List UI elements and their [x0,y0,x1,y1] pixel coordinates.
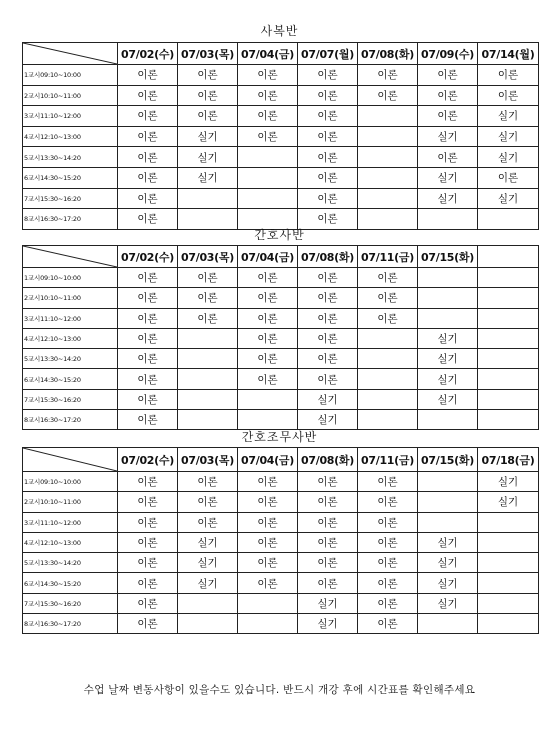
class-cell: 이론 [118,106,178,127]
class-cell: 이론 [238,472,298,492]
class-cell: 이론 [238,369,298,389]
class-cell [478,308,539,328]
class-cell: 이론 [478,65,539,86]
period-label: 7교시15:30~16:20 [23,188,118,209]
class-cell [358,349,418,369]
class-cell: 실기 [418,553,478,573]
date-header: 07/09(수) [418,43,478,65]
period-label: 5교시13:30~14:20 [23,553,118,573]
class-cell: 이론 [238,553,298,573]
table-row [23,85,539,106]
period-label: 4교시12:10~13:00 [23,126,118,147]
date-header: 07/11(금) [358,448,418,472]
class-cell: 이론 [298,85,358,106]
date-header [478,246,539,268]
corner-header-cell [23,448,118,472]
class-cell: 실기 [178,167,238,188]
class-cell: 이론 [118,593,178,613]
class-cell: 이론 [298,106,358,127]
table-row [23,126,539,147]
table-row [23,410,539,430]
class-cell [418,288,478,308]
class-cell [358,389,418,409]
period-label: 8교시16:30~17:20 [23,410,118,430]
class-cell: 이론 [238,532,298,552]
date-header: 07/03(목) [178,43,238,65]
class-cell: 이론 [178,85,238,106]
class-cell: 이론 [118,573,178,593]
class-cell [358,167,418,188]
class-cell [358,410,418,430]
class-cell: 이론 [298,328,358,348]
class-cell: 실기 [298,389,358,409]
class-cell: 이론 [118,389,178,409]
class-cell: 실기 [418,126,478,147]
class-cell [358,147,418,168]
date-header: 07/18(금) [478,448,539,472]
period-label: 7교시15:30~16:20 [23,389,118,409]
class-cell: 이론 [298,492,358,512]
class-cell: 이론 [118,308,178,328]
timetable [22,42,539,230]
class-cell [178,328,238,348]
class-cell: 이론 [118,126,178,147]
period-label: 2교시10:10~11:00 [23,288,118,308]
class-cell [418,410,478,430]
class-cell: 이론 [298,126,358,147]
class-cell [178,593,238,613]
date-header: 07/03(목) [178,246,238,268]
class-cell: 이론 [358,308,418,328]
date-header: 07/08(화) [298,448,358,472]
class-cell: 이론 [178,106,238,127]
class-cell: 이론 [178,512,238,532]
class-cell: 실기 [478,492,539,512]
date-header: 07/04(금) [238,246,298,268]
class-cell: 이론 [298,188,358,209]
table-row [23,167,539,188]
class-cell [358,126,418,147]
class-cell: 이론 [418,85,478,106]
class-cell [478,532,539,552]
class-cell: 실기 [178,573,238,593]
class-cell: 이론 [178,492,238,512]
class-cell [478,389,539,409]
class-cell: 이론 [178,65,238,86]
class-cell [238,188,298,209]
date-header: 07/08(화) [358,43,418,65]
date-header: 07/15(화) [418,246,478,268]
class-cell: 실기 [478,126,539,147]
class-cell: 이론 [298,288,358,308]
class-cell: 이론 [238,308,298,328]
class-cell: 이론 [418,106,478,127]
period-label: 3교시11:10~12:00 [23,308,118,328]
class-cell [478,328,539,348]
class-cell: 이론 [298,167,358,188]
class-cell [478,369,539,389]
class-cell [178,369,238,389]
class-cell [178,188,238,209]
class-cell: 이론 [358,65,418,86]
period-label: 6교시14:30~15:20 [23,573,118,593]
class-cell: 실기 [298,614,358,634]
timetable [22,447,539,634]
class-cell [478,268,539,288]
class-cell: 실기 [418,167,478,188]
date-header: 07/03(목) [178,448,238,472]
class-cell: 이론 [118,472,178,492]
class-cell [238,389,298,409]
class-cell: 이론 [118,288,178,308]
class-cell [478,573,539,593]
class-cell: 이론 [118,512,178,532]
table-row [23,573,539,593]
section-title: 간호조무사반 [241,430,318,444]
class-cell: 이론 [238,573,298,593]
class-cell [238,614,298,634]
table-row [23,106,539,127]
class-cell: 실기 [478,147,539,168]
diagonal-line [23,43,117,64]
table-row [23,308,539,328]
class-cell: 이론 [358,268,418,288]
period-label: 5교시13:30~14:20 [23,349,118,369]
class-cell: 이론 [118,147,178,168]
class-cell: 이론 [298,573,358,593]
class-cell: 이론 [238,65,298,86]
date-header: 07/02(수) [118,448,178,472]
table-row [23,65,539,86]
class-cell: 이론 [358,532,418,552]
class-cell [238,167,298,188]
class-cell: 실기 [418,328,478,348]
diagonal-line [23,246,117,267]
date-header: 07/04(금) [238,448,298,472]
table-row [23,328,539,348]
class-cell: 이론 [178,472,238,492]
class-cell [178,410,238,430]
period-label: 7교시15:30~16:20 [23,593,118,613]
class-cell: 이론 [478,167,539,188]
class-cell [358,188,418,209]
class-cell [238,410,298,430]
class-cell: 이론 [298,209,358,230]
class-cell: 이론 [238,492,298,512]
table-row [23,147,539,168]
period-label: 4교시12:10~13:00 [23,328,118,348]
class-cell: 이론 [478,85,539,106]
class-cell: 실기 [418,573,478,593]
class-cell: 이론 [358,593,418,613]
class-cell: 실기 [478,188,539,209]
class-cell: 이론 [118,268,178,288]
class-cell: 이론 [118,532,178,552]
class-cell: 이론 [178,268,238,288]
class-cell [478,349,539,369]
class-cell: 이론 [238,288,298,308]
class-cell [418,492,478,512]
class-cell: 이론 [118,492,178,512]
period-label: 2교시10:10~11:00 [23,492,118,512]
section-title: 사복반 [260,24,299,38]
period-label: 4교시12:10~13:00 [23,532,118,552]
class-cell [418,308,478,328]
section-title: 간호사반 [254,228,305,242]
class-cell [418,512,478,532]
period-label: 5교시13:30~14:20 [23,147,118,168]
table-row [23,492,539,512]
class-cell: 이론 [418,65,478,86]
class-cell: 이론 [118,614,178,634]
class-cell: 이론 [298,349,358,369]
table-row [23,349,539,369]
class-cell: 이론 [238,512,298,532]
date-header: 07/02(수) [118,43,178,65]
class-cell: 이론 [238,126,298,147]
class-cell [178,349,238,369]
class-cell: 이론 [238,85,298,106]
class-cell: 이론 [358,288,418,308]
class-cell: 이론 [298,147,358,168]
class-cell: 이론 [358,512,418,532]
class-cell: 이론 [358,573,418,593]
class-cell: 이론 [298,369,358,389]
period-label: 8교시16:30~17:20 [23,614,118,634]
class-cell [418,614,478,634]
period-label: 8교시16:30~17:20 [23,209,118,230]
date-header: 07/14(월) [478,43,539,65]
class-cell [418,472,478,492]
class-cell: 이론 [298,553,358,573]
class-cell: 이론 [118,85,178,106]
class-cell: 실기 [418,389,478,409]
class-cell: 이론 [298,512,358,532]
class-cell [358,369,418,389]
class-cell: 이론 [178,288,238,308]
class-cell: 이론 [118,410,178,430]
date-header: 07/02(수) [118,246,178,268]
table-row [23,188,539,209]
class-cell: 이론 [298,472,358,492]
period-label: 3교시11:10~12:00 [23,106,118,127]
class-cell: 이론 [238,268,298,288]
class-cell: 실기 [418,593,478,613]
date-header: 07/11(금) [358,246,418,268]
table-row [23,288,539,308]
date-header: 07/07(월) [298,43,358,65]
class-cell [358,106,418,127]
class-cell: 이론 [118,369,178,389]
period-label: 1교시09:10~10:00 [23,472,118,492]
class-cell: 실기 [418,349,478,369]
class-cell: 실기 [298,410,358,430]
timetable [22,245,539,430]
class-cell: 이론 [358,472,418,492]
period-label: 6교시14:30~15:20 [23,369,118,389]
class-cell [238,147,298,168]
period-label: 6교시14:30~15:20 [23,167,118,188]
class-cell: 이론 [238,106,298,127]
period-label: 1교시09:10~10:00 [23,65,118,86]
class-cell: 실기 [178,553,238,573]
class-cell [478,512,539,532]
class-cell: 이론 [358,492,418,512]
class-cell: 이론 [118,65,178,86]
footer-note: 수업 날짜 변동사항이 있을수도 있습니다. 반드시 개강 후에 시간표를 확인해주세요 [83,684,476,696]
class-cell: 이론 [118,188,178,209]
class-cell [358,328,418,348]
class-cell: 이론 [118,349,178,369]
class-cell: 실기 [178,147,238,168]
class-cell: 이론 [298,308,358,328]
class-cell: 이론 [238,349,298,369]
table-row [23,369,539,389]
class-cell: 이론 [358,553,418,573]
class-cell: 실기 [478,106,539,127]
class-cell [478,593,539,613]
class-cell [178,614,238,634]
class-cell: 이론 [298,268,358,288]
class-cell: 이론 [238,328,298,348]
table-row [23,512,539,532]
class-cell: 이론 [358,614,418,634]
class-cell [478,288,539,308]
class-cell: 이론 [298,532,358,552]
class-cell: 이론 [118,553,178,573]
class-cell: 이론 [178,308,238,328]
period-label: 3교시11:10~12:00 [23,512,118,532]
class-cell: 실기 [418,369,478,389]
class-cell: 이론 [358,85,418,106]
class-cell: 실기 [418,188,478,209]
class-cell [478,614,539,634]
table-row [23,472,539,492]
class-cell: 실기 [418,532,478,552]
class-cell: 이론 [118,167,178,188]
table-row [23,389,539,409]
date-header: 07/04(금) [238,43,298,65]
corner-header-cell [23,43,118,65]
class-cell [478,553,539,573]
diagonal-line [23,448,117,471]
table-row [23,614,539,634]
class-cell: 이론 [118,209,178,230]
class-cell: 실기 [178,532,238,552]
class-cell: 실기 [298,593,358,613]
class-cell [178,389,238,409]
period-label: 2교시10:10~11:00 [23,85,118,106]
table-row [23,593,539,613]
period-label: 1교시09:10~10:00 [23,268,118,288]
date-header: 07/08(화) [298,246,358,268]
corner-header-cell [23,246,118,268]
table-row [23,268,539,288]
class-cell: 실기 [478,472,539,492]
class-cell [418,268,478,288]
class-cell: 실기 [178,126,238,147]
table-row [23,553,539,573]
class-cell: 이론 [118,328,178,348]
class-cell [478,410,539,430]
table-row [23,532,539,552]
class-cell: 이론 [418,147,478,168]
date-header: 07/15(화) [418,448,478,472]
class-cell [238,593,298,613]
class-cell: 이론 [298,65,358,86]
